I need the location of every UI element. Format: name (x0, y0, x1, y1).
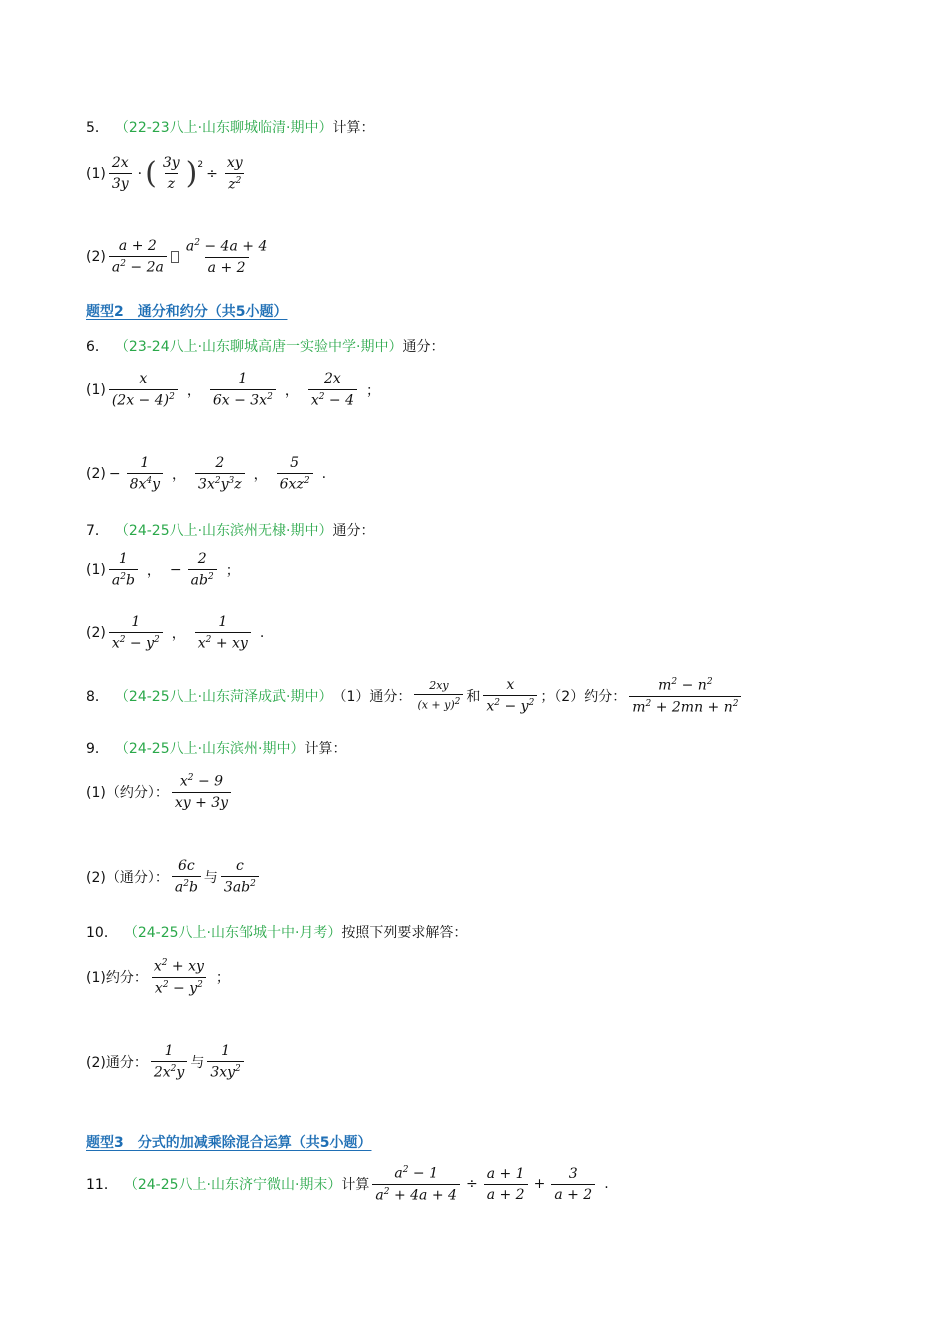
fraction: $\frac{a^2 - 1}{a^2 + 4a + 4}$ (372, 1165, 460, 1204)
fraction: $\frac{2xy}{(x + y)^2}$ (414, 680, 463, 713)
fraction: $\frac{1}{a^2b}$ (109, 551, 138, 589)
question-10-part-2 (86, 1043, 247, 1081)
fraction: $\frac{x}{x^2 - y^2}$ (483, 677, 537, 715)
question-source: （23-24八上·山东聊城高唐一实验中学·期中） (114, 339, 403, 355)
question-5-header (86, 117, 375, 137)
section-title: 题型2 通分和约分（共5小题） (86, 304, 288, 320)
fraction: $\frac{2}{ab^2}$ (188, 551, 217, 589)
question-number: 5． (86, 120, 109, 136)
part-label: (2)（通分）： (86, 869, 169, 886)
question-number: 8． (86, 689, 109, 706)
conjunction: 与 (203, 869, 218, 886)
question-text: 计算： (304, 741, 347, 757)
fraction: $\frac{1}{2x^2y}$ (151, 1043, 187, 1081)
question-6-part-1: (1) $\frac{x}{(2x - 4)^2}$ ， $\frac{1}{6x - 3x^2}$ ， $\frac{2x}{x^2 - 4}$ ； (86, 371, 381, 409)
question-5-part-1: (1) $\frac{2x}{3y}$ · ( $\frac{3y}{z}$ ) 2 ÷ $\frac{xy}{z^2}$ (86, 155, 249, 193)
part-label: (1)（约分）： (86, 784, 169, 801)
question-6-header (86, 336, 445, 356)
question-10-part-1: (1)约分： $\frac{x^2 + xy}{x^2 - y^2}$ ； (86, 958, 230, 997)
fraction: $\frac{2x}{3y}$ (109, 155, 132, 192)
fraction: $\frac{1}{x^2 - y^2}$ (109, 614, 163, 652)
fraction: $\frac{2x}{x^2 - 4}$ (308, 371, 357, 409)
part-label: (1) (86, 165, 106, 182)
fraction: $\frac{a + 2}{a^2 - 2a}$ (109, 238, 167, 276)
fraction: $\frac{1}{8x^4y}$ (127, 455, 163, 493)
question-source: （24-25八上·山东邹城十中·月考） (123, 925, 342, 941)
fraction: $\frac{x^2 + xy}{x^2 - y^2}$ (153, 958, 204, 997)
fraction: $\frac{3y}{z}$ (162, 155, 180, 193)
question-9-part-2 (86, 858, 262, 896)
question-number: 9． (86, 741, 109, 757)
question-9-header (86, 738, 347, 758)
fraction: $\frac{c}{3ab^2}$ (221, 858, 259, 896)
question-source: （24-25八上·山东菏泽成武·期中） (114, 689, 333, 706)
question-text: 按照下列要求解答： (341, 925, 468, 941)
fraction: $\frac{m^2 - n^2}{m^2 + 2mn + n^2}$ (629, 677, 741, 716)
question-number: 7． (86, 523, 109, 539)
question-number: 10． (86, 925, 118, 941)
fraction: $\frac{x}{(2x - 4)^2}$ (109, 371, 178, 409)
question-7-part-2: (2) $\frac{1}{x^2 - y^2}$ ， $\frac{1}{x^2 + xy}$ . (86, 614, 265, 652)
question-text: （1）通分： (332, 689, 412, 706)
part-label: (1)约分： (86, 970, 148, 987)
conjunction: 和 (466, 689, 481, 706)
question-6-part-2: (2) − $\frac{1}{8x^4y}$ ， $\frac{2}{3x^2y^3z}$ ， $\frac{5}{6xz^2}$ . (86, 455, 327, 493)
question-source: （24-25八上·山东滨州·期中） (114, 741, 305, 757)
question-10-header (86, 922, 467, 942)
fraction: $\frac{5}{6xz^2}$ (277, 455, 313, 493)
part-label: (2) (86, 465, 106, 482)
question-7-header (86, 520, 375, 540)
question-9-part-1 (86, 773, 234, 811)
question-text: 通分： (402, 339, 445, 355)
fraction: $\frac{1}{6x - 3x^2}$ (210, 371, 276, 409)
part-label: (2) (86, 624, 106, 641)
fraction: $\frac{x^2 - 9}{xy + 3y}$ (172, 773, 231, 811)
fraction: $\frac{a + 1}{a + 2}$ (484, 1166, 528, 1203)
part-label: (2) (86, 248, 106, 265)
question-text: 计算 (341, 1177, 370, 1194)
fraction: $\frac{xy}{z^2}$ (226, 155, 243, 193)
question-text: 通分： (332, 523, 375, 539)
fraction: $\frac{1}{3xy^2}$ (207, 1043, 243, 1081)
question-8 (86, 677, 744, 716)
section-title: 题型3 分式的加减乘除混合运算（共5小题） (86, 1135, 372, 1151)
question-source: （24-25八上·山东济宁微山·期末） (123, 1177, 342, 1194)
operator-placeholder (171, 251, 179, 263)
question-number: 11． (86, 1177, 118, 1194)
fraction: $\frac{3}{a + 2}$ (551, 1166, 595, 1203)
question-number: 6． (86, 339, 109, 355)
question-text: ；（2）约分： (540, 689, 627, 706)
question-source: （22-23八上·山东聊城临清·期中） (114, 120, 333, 136)
fraction: $\frac{1}{x^2 + xy}$ (195, 614, 251, 652)
fraction: $\frac{2}{3x^2y^3z}$ (195, 455, 245, 493)
question-5-part-2 (86, 238, 273, 276)
question-text: 计算： (332, 120, 375, 136)
part-label: (1) (86, 381, 106, 398)
question-7-part-1: (1) $\frac{1}{a^2b}$ ， − $\frac{2}{ab^2}$ ； (86, 551, 240, 589)
fraction: $\frac{6c}{a^2b}$ (172, 858, 201, 896)
question-11: 11． （24-25八上·山东济宁微山·期末） 计算 $\frac{a^2 - 1}{a^2 + 4a + 4}$ ÷ $\frac{a + 1}{a + 2}$ + $\frac{3}{a + 2}$ . (86, 1165, 609, 1204)
conjunction: 与 (190, 1054, 205, 1071)
fraction: $\frac{a^2 - 4a + 4}{a + 2}$ (185, 238, 268, 276)
part-label: (2)通分： (86, 1054, 148, 1071)
question-source: （24-25八上·山东滨州无棣·期中） (114, 523, 333, 539)
part-label: (1) (86, 561, 106, 578)
